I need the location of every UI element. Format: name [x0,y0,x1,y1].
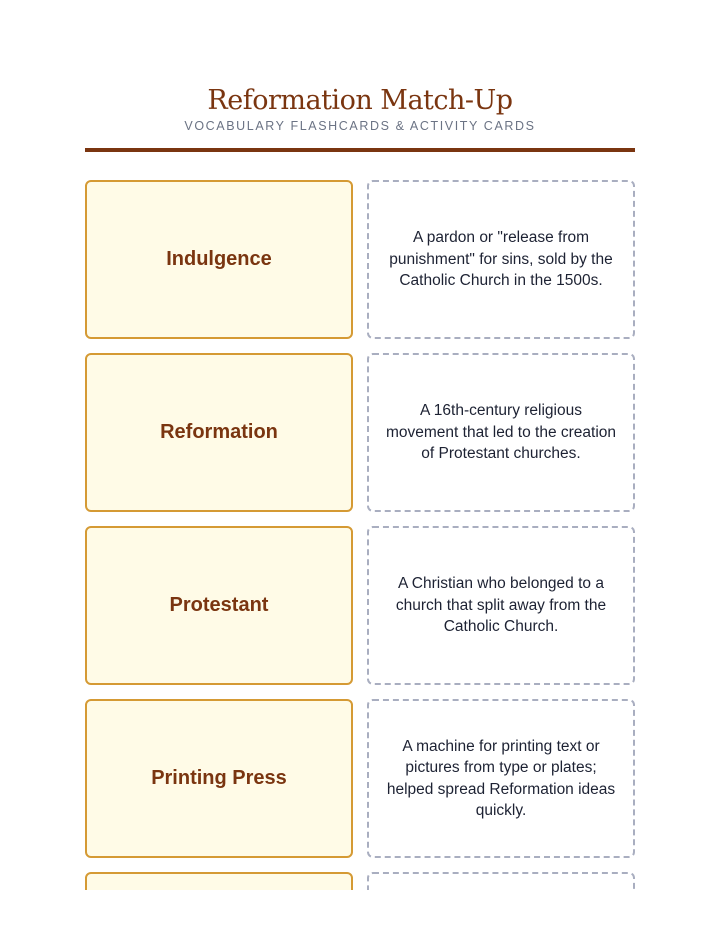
term-card[interactable] [85,180,353,339]
card-row [85,699,635,858]
definition-card[interactable] [367,526,635,685]
page-header [85,84,635,134]
definition-text: A 16th-century religious movement that led to the creation of Protestant churches. [385,402,617,463]
card-row [85,353,635,512]
term-card[interactable] [85,526,353,685]
definition-text: A machine for printing text or pictures from type or plates; helped spread Reformation ideas quickly. [386,737,616,819]
card-row-partial [85,872,635,890]
flashcard-list [85,180,635,890]
term-label: Indulgence [166,248,272,270]
term-card[interactable] [85,872,353,890]
term-label: Reformation [160,421,278,443]
header-divider [85,148,635,152]
definition-card[interactable] [367,180,635,339]
definition-card[interactable] [367,872,635,890]
page-title: Reformation Match-Up [207,85,513,116]
definition-text: A Christian who belonged to a church that split away from the Catholic Church. [395,575,607,636]
term-label: Printing Press [151,767,287,789]
term-card[interactable] [85,353,353,512]
card-row [85,526,635,685]
term-card[interactable] [85,699,353,858]
term-label: Protestant [169,594,269,616]
definition-card[interactable] [367,353,635,512]
definition-text: A pardon or "release from punishment" for sins, sold by the Catholic Church in the 1500s. [389,229,613,290]
definition-card[interactable] [367,699,635,858]
page-subtitle: VOCABULARY FLASHCARDS & ACTIVITY CARDS [184,119,536,133]
card-row [85,180,635,339]
